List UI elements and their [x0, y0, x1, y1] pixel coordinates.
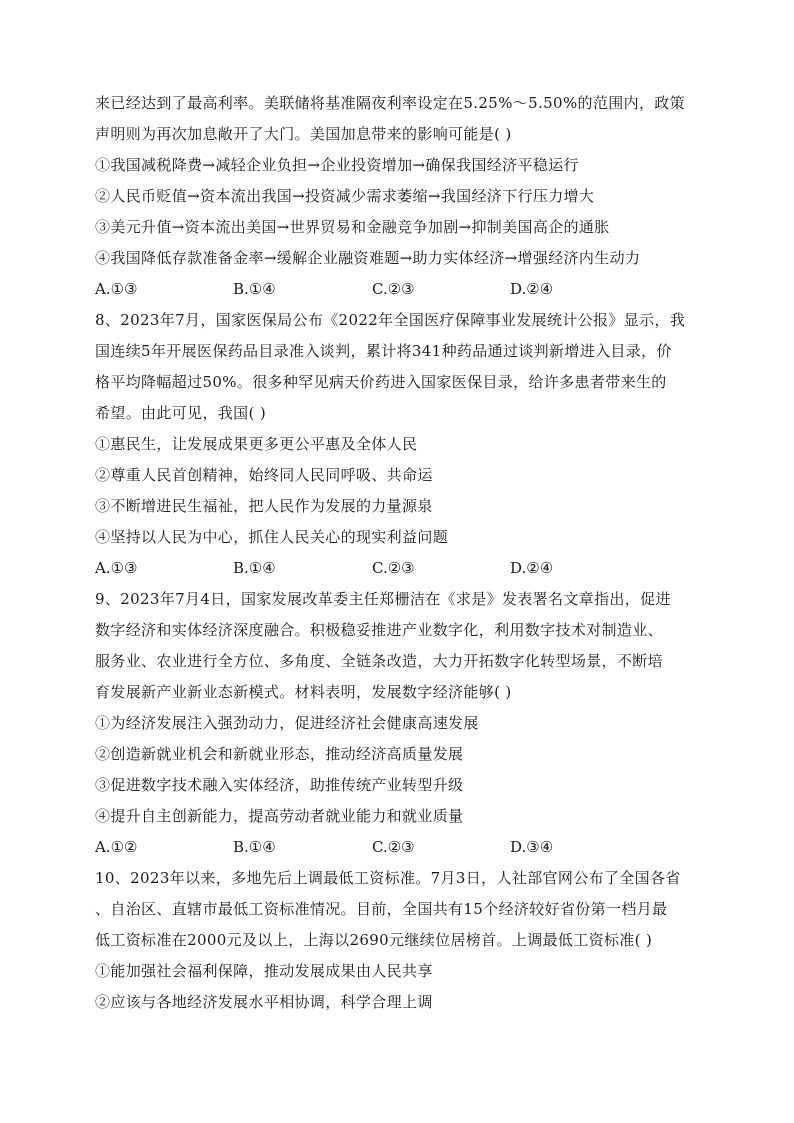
statement-item: ①为经济发展注入强劲动力，促进经济社会健康高速发展 — [95, 714, 479, 732]
statement-item: ②尊重人民首创精神，始终同人民同呼吸、共命运 — [95, 466, 433, 484]
option-b: B.①④ — [233, 838, 276, 856]
statement-item: ④提升自主创新能力，提高劳动者就业能力和就业质量 — [95, 807, 464, 825]
question-stem-line: 、自治区、直辖市最低工资标准情况。目前，全国共有15个经济较好省份第一档月最 — [95, 900, 668, 918]
option-c: C.②③ — [372, 280, 415, 298]
question-9 — [95, 584, 705, 863]
option-a: A.①③ — [95, 280, 138, 298]
option-b: B.①④ — [233, 280, 276, 298]
statement-item: ②人民币贬值→资本流出我国→投资减少需求萎缩→我国经济下行压力增大 — [95, 187, 595, 205]
option-d: D.③④ — [510, 838, 554, 856]
question-stem-line: 格平均降幅超过50%。很多种罕见病天价药进入国家医保目录，给许多患者带来生的 — [95, 373, 667, 391]
option-d: D.②④ — [510, 559, 554, 577]
option-c: C.②③ — [372, 838, 415, 856]
statement-item: ③不断增进民生福祉，把人民作为发展的力量源泉 — [95, 497, 433, 515]
answer-options — [95, 832, 705, 863]
question-stem-line: 9、2023年7月4日，国家发展改革委主任郑栅洁在《求是》发表署名文章指出，促进 — [95, 590, 671, 608]
question-stem-line: 来已经达到了最高利率。美联储将基准隔夜利率设定在5.25%～5.50%的范围内，政策 — [95, 94, 686, 112]
statement-item: ①惠民生，让发展成果更多更公平惠及全体人民 — [95, 435, 418, 453]
question-stem-line: 服务业、农业进行全方位、多角度、全链条改造，大力开拓数字化转型场景，不断培 — [95, 652, 663, 670]
question-stem-line: 希望。由此可见，我国( ) — [95, 404, 267, 422]
question-stem-line: 10、2023年以来，多地先后上调最低工资标准。7月3日，人社部官网公布了全国各省 — [95, 869, 681, 887]
option-b: B.①④ — [233, 559, 276, 577]
question-stem-line: 8、2023年7月，国家医保局公布《2022年全国医疗保障事业发展统计公报》显示，我 — [95, 311, 686, 329]
question-7 — [95, 88, 705, 305]
statement-item: ②应该与各地经济发展水平相协调，科学合理上调 — [95, 993, 433, 1011]
question-8 — [95, 305, 705, 584]
option-a: A.①③ — [95, 559, 138, 577]
statement-item: ①能加强社会福利保障，推动发展成果由人民共享 — [95, 962, 433, 980]
statement-item: ④我国降低存款准备金率→缓解企业融资难题→助力实体经济→增强经济内生动力 — [95, 249, 641, 267]
answer-options — [95, 553, 705, 584]
statement-item: ③美元升值→资本流出美国→世界贸易和金融竞争加剧→抑制美国高企的通胀 — [95, 218, 610, 236]
question-stem-line: 育发展新产业新业态新模式。材料表明，发展数字经济能够( ) — [95, 683, 512, 701]
document-page — [95, 88, 705, 1018]
question-10 — [95, 863, 705, 1018]
statement-item: ②创造新就业机会和新就业形态，推动经济高质量发展 — [95, 745, 464, 763]
statement-item: ④坚持以人民为中心，抓住人民关心的现实利益问题 — [95, 528, 449, 546]
question-stem-line: 国连续5年开展医保药品目录准入谈判，累计将341种药品通过谈判新增进入目录，价 — [95, 342, 672, 360]
option-a: A.①② — [95, 838, 138, 856]
question-stem-line: 声明则为再次加息敞开了大门。美国加息带来的影响可能是( ) — [95, 125, 512, 143]
statement-item: ③促进数字技术融入实体经济，助推传统产业转型升级 — [95, 776, 464, 794]
option-d: D.②④ — [510, 280, 554, 298]
statement-item: ①我国减税降费→减轻企业负担→企业投资增加→确保我国经济平稳运行 — [95, 156, 579, 174]
answer-options — [95, 274, 705, 305]
option-c: C.②③ — [372, 559, 415, 577]
question-stem-line: 低工资标准在2000元及以上，上海以2690元继续位居榜首。上调最低工资标准( ) — [95, 931, 653, 949]
question-stem-line: 数字经济和实体经济深度融合。积极稳妥推进产业数字化，利用数字技术对制造业、 — [95, 621, 663, 639]
